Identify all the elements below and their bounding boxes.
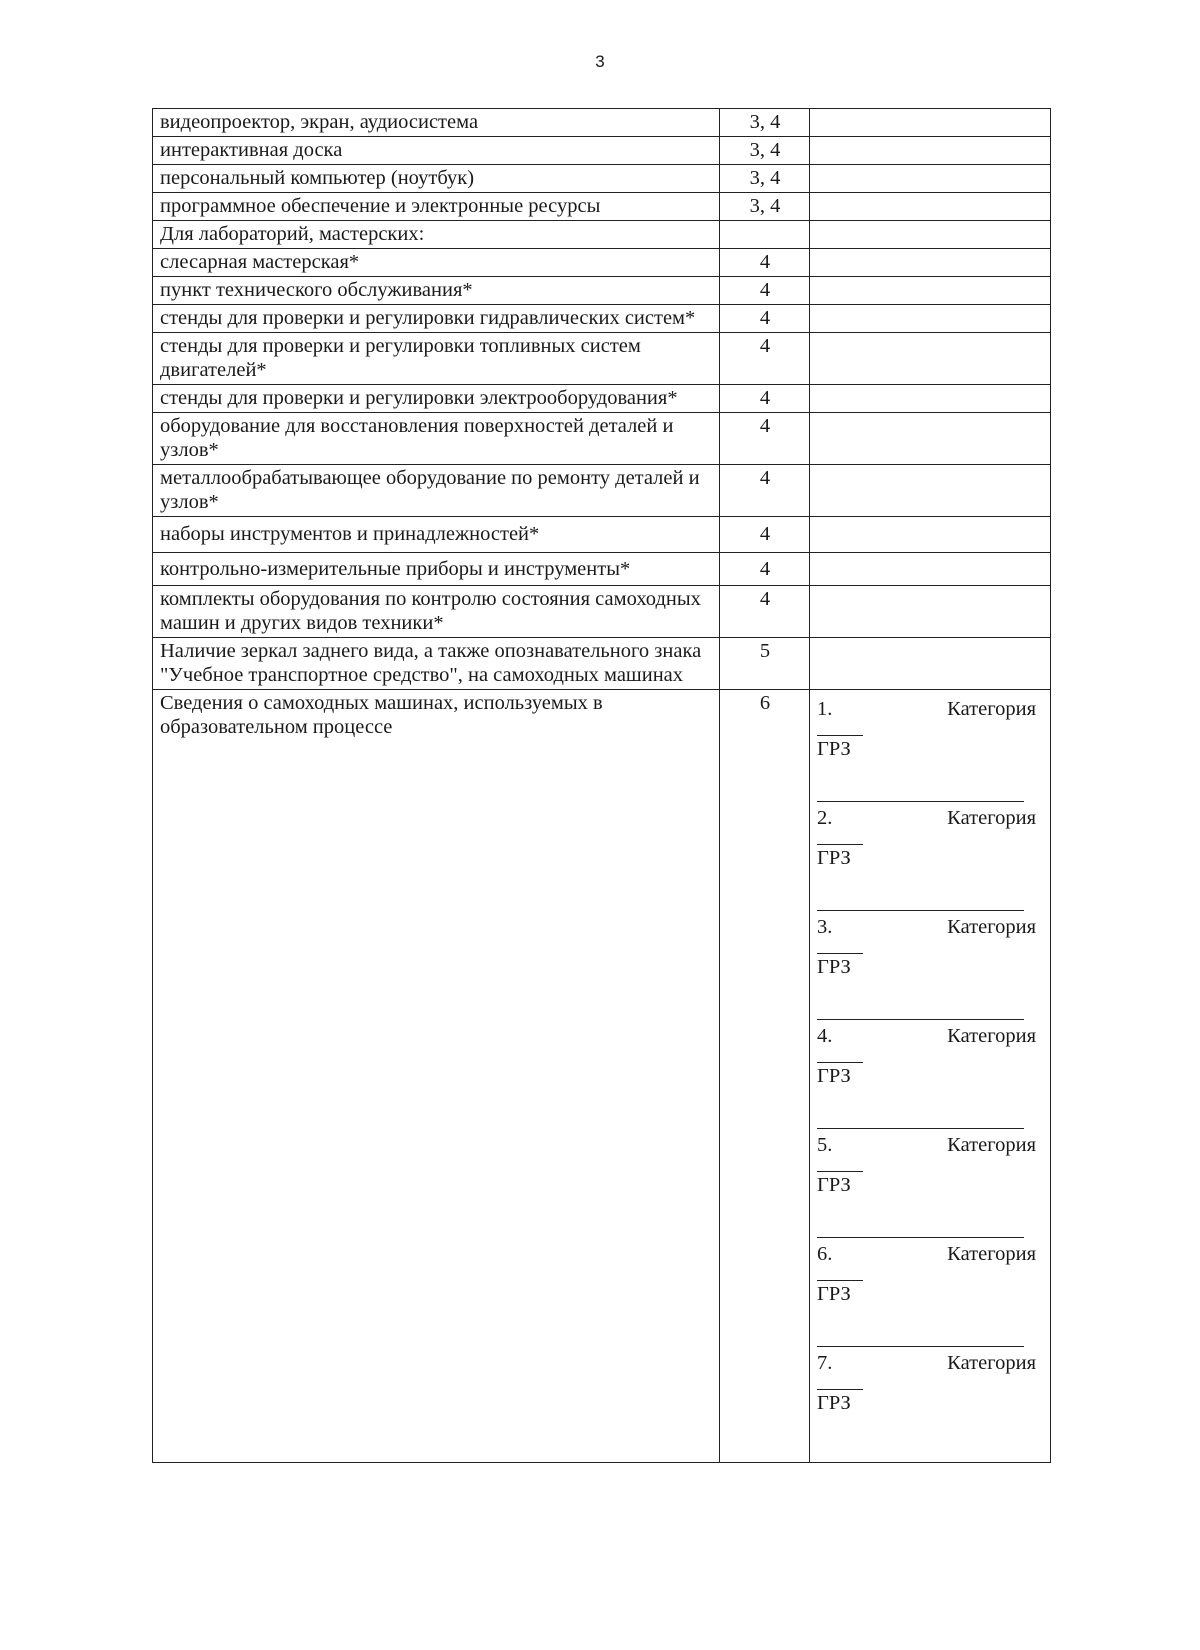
table-row (153, 109, 1051, 137)
item-code (720, 221, 810, 249)
category-blank (817, 1389, 863, 1390)
item-code: 4 (720, 277, 810, 305)
vehicle-grz-label: ГРЗ (817, 1283, 851, 1305)
item-code: 3, 4 (720, 193, 810, 221)
vehicle-entry (817, 1024, 1044, 1133)
vehicle-entry (817, 1351, 1044, 1460)
category-blank (817, 844, 863, 845)
item-code: 4 (720, 413, 810, 465)
vehicle-row (817, 915, 1044, 939)
item-name: контрольно-измерительные приборы и инструменты* (153, 553, 720, 586)
item-code: 4 (720, 333, 810, 385)
table-row (153, 333, 1051, 385)
item-name: Для лабораторий, мастерских: (153, 221, 720, 249)
vehicle-entry (817, 1242, 1044, 1351)
vehicle-entry (817, 697, 1044, 806)
item-name: персональный компьютер (ноутбук) (153, 165, 720, 193)
item-name: слесарная мастерская* (153, 249, 720, 277)
vehicle-row (817, 1351, 1044, 1375)
item-name: видеопроектор, экран, аудиосистема (153, 109, 720, 137)
item-note (810, 385, 1051, 413)
item-note (810, 193, 1051, 221)
table-row (153, 465, 1051, 517)
item-name: комплекты оборудования по контролю состояния самоходных машин и других видов техники* (153, 586, 720, 638)
item-note (810, 465, 1051, 517)
vehicle-category-label: Категория (947, 1025, 1036, 1047)
vehicle-grz-label: ГРЗ (817, 847, 851, 869)
category-blank (817, 953, 863, 954)
vehicle-grz-label: ГРЗ (817, 1065, 851, 1087)
item-name: интерактивная доска (153, 137, 720, 165)
item-code: 4 (720, 305, 810, 333)
item-note (810, 277, 1051, 305)
item-name: металлообрабатывающее оборудование по ремонту деталей и узлов* (153, 465, 720, 517)
vehicle-number: 2. (817, 807, 833, 829)
vehicle-row (817, 1024, 1044, 1048)
item-name: стенды для проверки и регулировки электрооборудования* (153, 385, 720, 413)
vehicle-entry (817, 806, 1044, 915)
table-row (153, 249, 1051, 277)
item-name: Сведения о самоходных машинах, используемых в образовательном процессе (153, 690, 720, 1463)
vehicle-row (817, 697, 1044, 721)
table-row (153, 305, 1051, 333)
table-row (153, 165, 1051, 193)
table-row (153, 277, 1051, 305)
vehicle-category-label: Категория (947, 698, 1036, 720)
item-code: 3, 4 (720, 109, 810, 137)
vehicle-grz-label: ГРЗ (817, 1174, 851, 1196)
item-note (810, 137, 1051, 165)
equipment-table (152, 108, 1051, 1463)
item-code: 5 (720, 638, 810, 690)
item-note (810, 305, 1051, 333)
category-blank (817, 1171, 863, 1172)
item-note (810, 553, 1051, 586)
grz-blank (817, 1237, 1024, 1238)
item-code: 3, 4 (720, 137, 810, 165)
vehicle-number: 1. (817, 698, 833, 720)
vehicle-number: 4. (817, 1025, 833, 1047)
vehicle-number: 3. (817, 916, 833, 938)
item-code: 4 (720, 465, 810, 517)
table-row-vehicles (153, 690, 1051, 1463)
vehicle-category-label: Категория (947, 1134, 1036, 1156)
vehicle-number: 6. (817, 1243, 833, 1265)
item-name: стенды для проверки и регулировки топливных систем двигателей* (153, 333, 720, 385)
vehicle-category-label: Категория (947, 807, 1036, 829)
vehicle-category-label: Категория (947, 1243, 1036, 1265)
table-row (153, 137, 1051, 165)
table-row (153, 221, 1051, 249)
item-note (810, 517, 1051, 553)
table-row (153, 553, 1051, 586)
grz-blank (817, 910, 1024, 911)
table-row (153, 385, 1051, 413)
item-name: наборы инструментов и принадлежностей* (153, 517, 720, 553)
table-row (153, 517, 1051, 553)
vehicle-grz-label: ГРЗ (817, 1392, 851, 1414)
item-note (810, 249, 1051, 277)
vehicle-number: 7. (817, 1352, 833, 1374)
item-name: Наличие зеркал заднего вида, а также опознавательного знака "Учебное транспортное средство", на самоходных машинах (153, 638, 720, 690)
item-note (810, 333, 1051, 385)
table-row (153, 193, 1051, 221)
vehicle-grz-label: ГРЗ (817, 738, 851, 760)
grz-blank (817, 1128, 1024, 1129)
item-name: пункт технического обслуживания* (153, 277, 720, 305)
item-code: 4 (720, 553, 810, 586)
category-blank (817, 735, 863, 736)
vehicle-row (817, 1133, 1044, 1157)
vehicle-row (817, 1242, 1044, 1266)
item-note (810, 413, 1051, 465)
item-note (810, 221, 1051, 249)
vehicle-category-label: Категория (947, 1352, 1036, 1374)
item-note (810, 586, 1051, 638)
item-code: 4 (720, 249, 810, 277)
item-name: программное обеспечение и электронные ресурсы (153, 193, 720, 221)
vehicle-category-label: Категория (947, 916, 1036, 938)
vehicles-list (810, 690, 1051, 1463)
vehicle-number: 5. (817, 1134, 833, 1156)
page-number: 3 (595, 52, 605, 71)
grz-blank (817, 1346, 1024, 1347)
item-code: 3, 4 (720, 165, 810, 193)
vehicle-entry (817, 1133, 1044, 1242)
table-row (153, 413, 1051, 465)
grz-blank (817, 801, 1024, 802)
item-note (810, 165, 1051, 193)
item-name: стенды для проверки и регулировки гидравлических систем* (153, 305, 720, 333)
grz-blank (817, 1019, 1024, 1020)
table-row (153, 638, 1051, 690)
category-blank (817, 1062, 863, 1063)
vehicle-entry (817, 915, 1044, 1024)
item-code: 4 (720, 385, 810, 413)
vehicle-grz-label: ГРЗ (817, 956, 851, 978)
item-code: 4 (720, 586, 810, 638)
item-name: оборудование для восстановления поверхностей деталей и узлов* (153, 413, 720, 465)
vehicle-row (817, 806, 1044, 830)
category-blank (817, 1280, 863, 1281)
table-row (153, 586, 1051, 638)
item-note (810, 109, 1051, 137)
item-code: 6 (720, 690, 810, 1463)
item-note (810, 638, 1051, 690)
item-code: 4 (720, 517, 810, 553)
